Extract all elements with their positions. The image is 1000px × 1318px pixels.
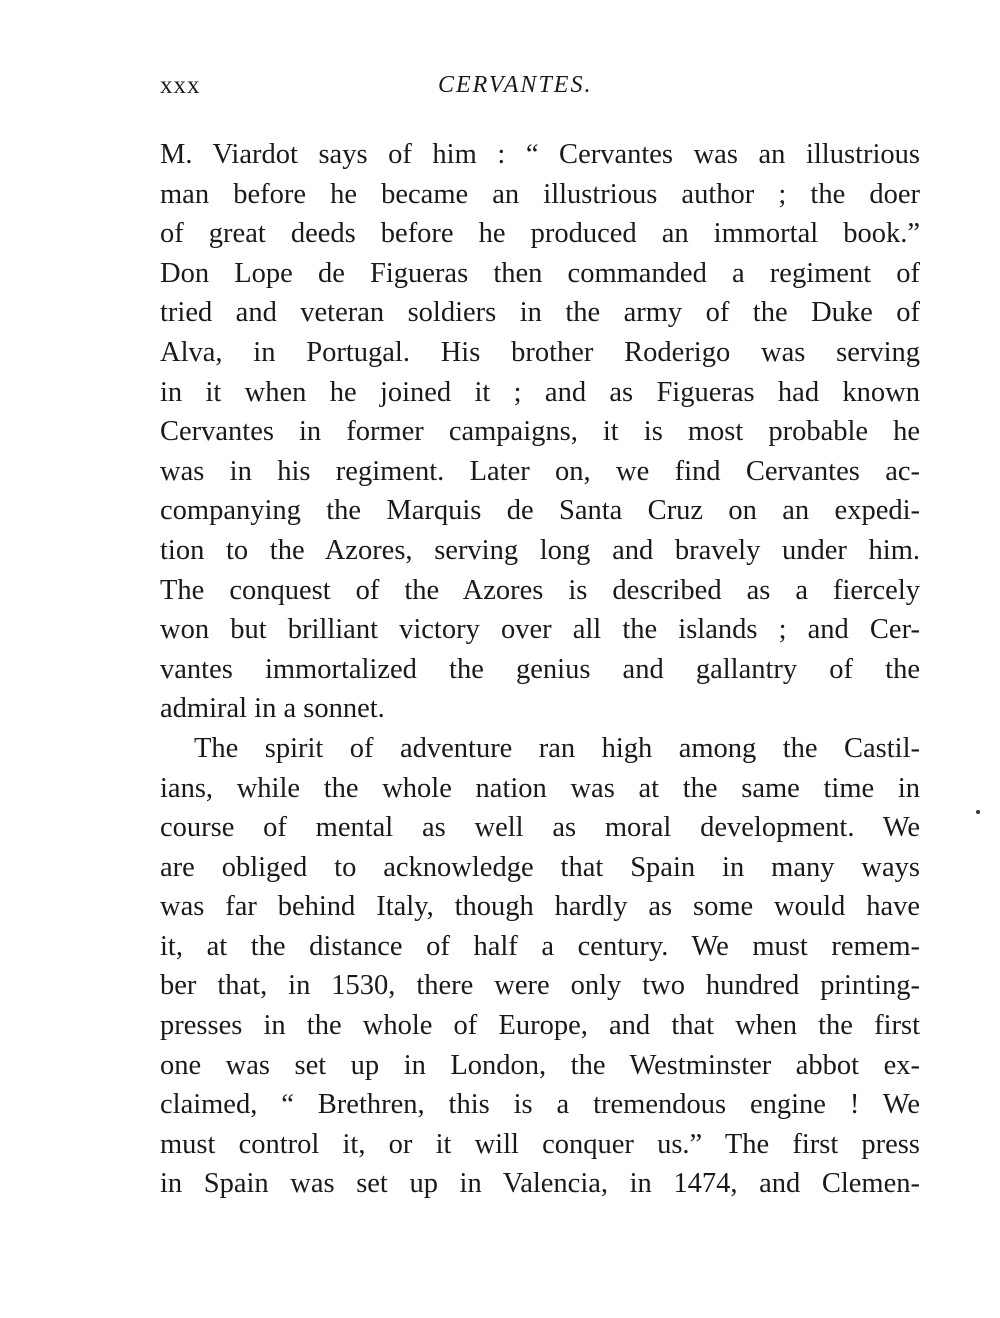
paragraph-2	[160, 729, 920, 1204]
text-line: in Spain was set up in Valencia, in 1474, and Clemen-	[160, 1168, 920, 1200]
text-line: ians, while the whole nation was at the same time in	[160, 772, 920, 804]
running-head: CERVANTES.	[438, 72, 593, 98]
text-line: Cervantes in former campaigns, it is most probable he	[160, 416, 920, 448]
text-line: claimed, “ Brethren, this is a tremendous engine ! We	[160, 1089, 920, 1121]
paragraph-1	[160, 135, 920, 729]
text-line: man before he became an illustrious author ; the doer	[160, 178, 920, 210]
text-line: are obliged to acknowledge that Spain in many ways	[160, 851, 920, 883]
text-line: was in his regiment. Later on, we find Cervantes ac-	[160, 455, 920, 487]
text-line: course of mental as well as moral development. We	[160, 812, 920, 844]
text-line: presses in the whole of Europe, and that when the first	[160, 1010, 920, 1042]
text-line: tion to the Azores, serving long and bravely under him.	[160, 534, 920, 566]
text-line: The spirit of adventure ran high among the Castil-	[194, 732, 920, 764]
body-text	[160, 135, 920, 1204]
text-line: must control it, or it will conquer us.” The first press	[160, 1128, 920, 1160]
text-line: it, at the distance of half a century. We must remem-	[160, 930, 920, 962]
ink-speck	[976, 810, 980, 814]
text-line: in it when he joined it ; and as Figueras had known	[160, 376, 920, 408]
text-line: of great deeds before he produced an immortal book.”	[160, 218, 920, 250]
text-line: one was set up in London, the Westminster abbot ex-	[160, 1049, 920, 1081]
text-line: vantes immortalized the genius and gallantry of the	[160, 653, 920, 685]
text-line: won but brilliant victory over all the islands ; and Cer-	[160, 614, 920, 646]
text-line: companying the Marquis de Santa Cruz on an expedi-	[160, 495, 920, 527]
text-line: admiral in a sonnet.	[160, 693, 385, 725]
text-line: ber that, in 1530, there were only two hundred printing-	[160, 970, 920, 1002]
text-line: The conquest of the Azores is described as a fiercely	[160, 574, 920, 606]
page-number: xxx	[160, 72, 201, 99]
text-line: was far behind Italy, though hardly as some would have	[160, 891, 920, 923]
text-line: tried and veteran soldiers in the army of the Duke of	[160, 297, 920, 329]
text-line: M. Viardot says of him : “ Cervantes was an illustrious	[160, 139, 920, 170]
text-line: Alva, in Portugal. His brother Roderigo was serving	[160, 336, 920, 368]
page-header	[160, 72, 920, 104]
text-line: Don Lope de Figueras then commanded a regiment of	[160, 257, 920, 289]
